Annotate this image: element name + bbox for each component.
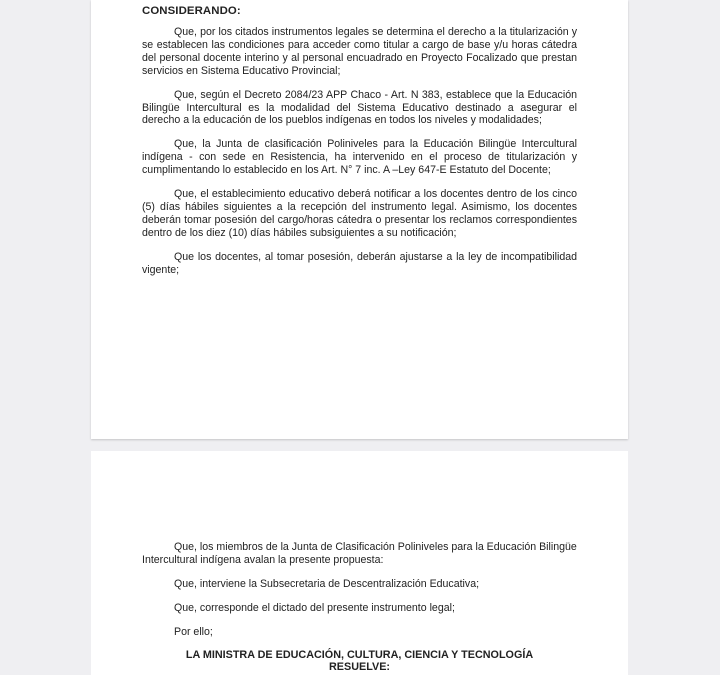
paragraph-incompatibilidad: Que los docentes, al tomar posesión, deberán ajustarse a la ley de incompatibilidad vigente; (142, 250, 577, 276)
considerando-heading: CONSIDERANDO: (142, 5, 241, 17)
paragraph-subsecretaria: Que, interviene la Subsecretaria de Descentralización Educativa; (174, 577, 480, 590)
paragraph-titularizacion: Que, por los citados instrumentos legales se determina el derecho a la titularización y se establecen las condiciones para acceder como titular a cargo de base y/u horas cátedra del personal docente interino y al personal encuadrado en Proyecto Focalizado que prestan servicios en Sistema Educativo Provincial; (142, 26, 577, 77)
paragraph-instrumento-legal: Que, corresponde el dictado del presente instrumento legal; (174, 601, 455, 614)
document-page-1 (91, 0, 628, 439)
authority-title: LA MINISTRA DE EDUCACIÓN, CULTURA, CIENCIA Y TECNOLOGÍA (185, 648, 534, 661)
paragraph-notificacion: Que, el establecimiento educativo deberá notificar a los docentes dentro de los cinco (5) días hábiles siguientes a la recepción del instrumento legal. Asimismo, los docentes deberán tomar posesión del cargo/horas cátedra o presentar los reclamos correspondientes dentro de los diez (10) días hábiles subsiguientes a su notificación; (142, 188, 577, 239)
paragraph-junta: Que, la Junta de clasificación Poliniveles para la Educación Bilingüe Intercultural indígena - con sede en Resistencia, ha intervenido en el proceso de titularización y cumplimentando lo establecido en los Art. N° 7 inc. A –Ley 647-E Estatuto del Docente; (142, 138, 577, 177)
paragraph-por-ello: Por ello; (174, 625, 213, 638)
page-2-content (142, 541, 577, 673)
document-page-2 (91, 451, 628, 675)
page-1-content (142, 5, 577, 277)
paragraph-decreto: Que, según el Decreto 2084/23 APP Chaco - Art. N 383, establece que la Educación Bilingüe Intercultural es la modalidad del Sistema Educativo destinado a asegurar el derecho a la educación de los pueblos indígenas en todos los niveles y modalidades; (142, 88, 577, 127)
resuelve-heading: RESUELVE: (329, 660, 390, 673)
paragraph-miembros-junta: Que, los miembros de la Junta de Clasificación Poliniveles para la Educación Bilingüe Intercultural indígena avalan la presente propuesta: (142, 541, 577, 566)
